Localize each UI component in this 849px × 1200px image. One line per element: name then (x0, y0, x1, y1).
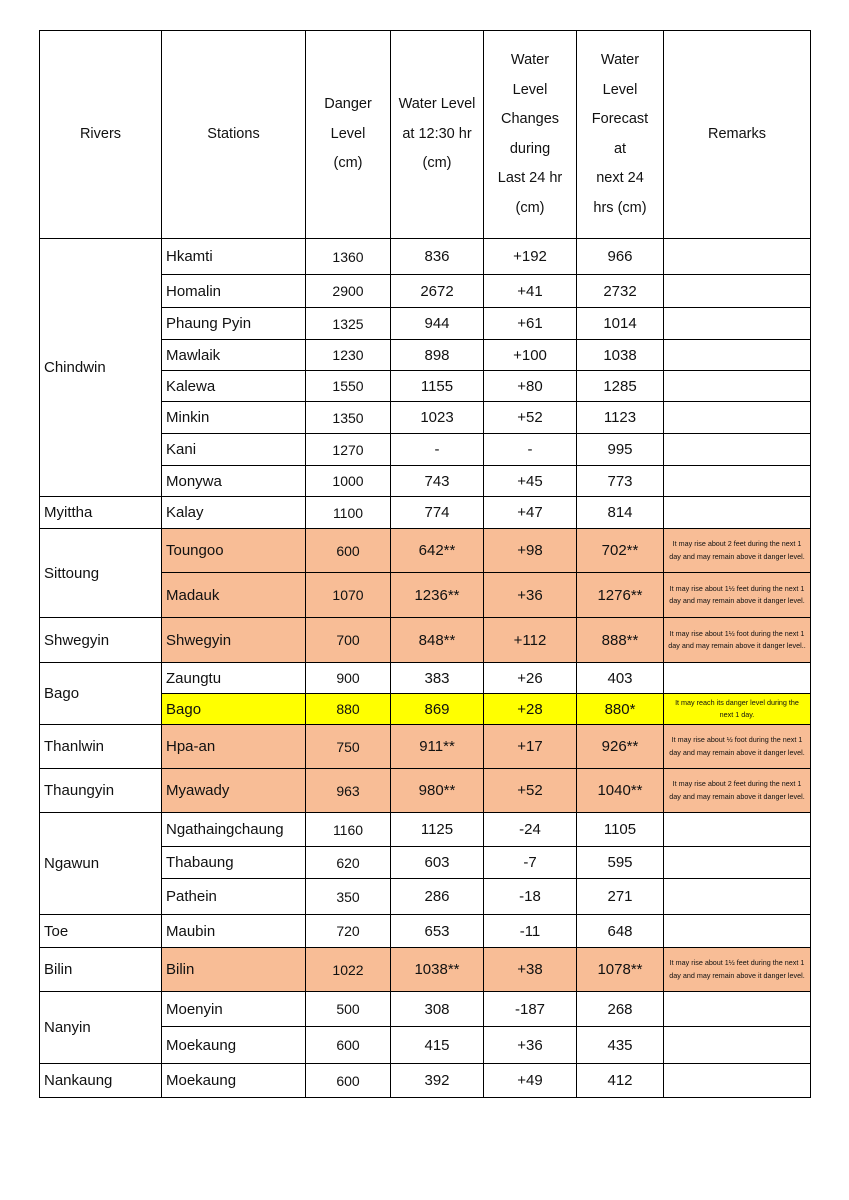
change-cell: +26 (484, 663, 577, 694)
changes-header-line: (cm) (515, 199, 545, 216)
change-cell: +41 (484, 275, 577, 308)
remark-cell (664, 434, 811, 466)
changes-header-line: Last 24 hr (497, 170, 563, 186)
table-row (40, 813, 811, 847)
water-level-cell: 653 (391, 915, 484, 948)
station-cell: Kalay (162, 497, 306, 529)
station-cell: Thabaung (162, 847, 306, 879)
danger-level-cell: 700 (306, 618, 391, 663)
danger-level-cell: 963 (306, 769, 391, 813)
change-cell: +112 (484, 618, 577, 663)
table-row (40, 769, 811, 813)
remark-cell (664, 847, 811, 879)
remarks-header: Remarks (664, 31, 811, 239)
table-row (40, 948, 811, 992)
water-level-header-line: Water Level (398, 96, 476, 113)
forecast-cell: 1038 (577, 340, 664, 371)
change-cell: +36 (484, 573, 577, 618)
forecast-header-line: at (613, 140, 627, 157)
change-cell: +80 (484, 371, 577, 402)
water-level-cell: 415 (391, 1027, 484, 1064)
water-level-cell: 898 (391, 340, 484, 371)
change-cell: -7 (484, 847, 577, 879)
forecast-cell: 271 (577, 879, 664, 915)
forecast-cell: 773 (577, 466, 664, 497)
water-level-cell: 869 (391, 694, 484, 725)
danger-level-cell: 750 (306, 725, 391, 769)
water-level-cell: 603 (391, 847, 484, 879)
danger-level-cell: 1070 (306, 573, 391, 618)
forecast-cell: 435 (577, 1027, 664, 1064)
river-cell: Bilin (40, 948, 162, 992)
changes-header (484, 31, 577, 239)
table-row (40, 618, 811, 663)
danger-header-line: Danger (324, 96, 372, 113)
danger-level-cell: 900 (306, 663, 391, 694)
forecast-header-line: Water (600, 52, 640, 68)
river-cell: Thaungyin (40, 769, 162, 813)
remark-cell: It may reach its danger level during the next 1 day. (664, 694, 811, 725)
station-cell: Minkin (162, 402, 306, 434)
change-cell: +49 (484, 1064, 577, 1098)
forecast-cell: 1078** (577, 948, 664, 992)
forecast-cell: 966 (577, 239, 664, 275)
water-level-cell: 308 (391, 992, 484, 1027)
water-level-cell: 286 (391, 879, 484, 915)
rivers-header: Rivers (40, 31, 162, 239)
remark-cell: It may rise about 2 feet during the next 1 day and may remain above it danger level. (664, 529, 811, 573)
forecast-cell: 888** (577, 618, 664, 663)
header-row (40, 31, 811, 239)
change-cell: -18 (484, 879, 577, 915)
station-cell: Kalewa (162, 371, 306, 402)
remark-cell (664, 915, 811, 948)
change-cell: +192 (484, 239, 577, 275)
water-level-cell: 911** (391, 725, 484, 769)
station-cell: Ngathaingchaung (162, 813, 306, 847)
river-cell: Nankaung (40, 1064, 162, 1098)
table-row (40, 663, 811, 694)
table-row (40, 992, 811, 1027)
forecast-cell: 702** (577, 529, 664, 573)
danger-level-cell: 600 (306, 1027, 391, 1064)
remark-cell (664, 813, 811, 847)
danger-level-cell: 1350 (306, 402, 391, 434)
water-level-cell: 980** (391, 769, 484, 813)
forecast-cell: 2732 (577, 275, 664, 308)
remark-cell (664, 239, 811, 275)
change-cell: +45 (484, 466, 577, 497)
remark-cell: It may rise about ½ foot during the next 1 day and may remain above it danger level. (664, 725, 811, 769)
water-level-header-line: at 12:30 hr (402, 125, 472, 142)
table-row (40, 239, 811, 275)
danger-header-line: (cm) (333, 155, 363, 172)
forecast-cell: 1105 (577, 813, 664, 847)
danger-level-cell: 1230 (306, 340, 391, 371)
change-cell: - (484, 434, 577, 466)
station-cell: Madauk (162, 573, 306, 618)
river-cell: Myittha (40, 497, 162, 529)
water-level-cell: 944 (391, 308, 484, 340)
station-cell: Mawlaik (162, 340, 306, 371)
remark-cell (664, 340, 811, 371)
change-cell: +28 (484, 694, 577, 725)
forecast-cell: 268 (577, 992, 664, 1027)
station-cell: Moekaung (162, 1027, 306, 1064)
danger-level-cell: 1270 (306, 434, 391, 466)
changes-header-line: Changes (500, 111, 560, 127)
forecast-cell: 814 (577, 497, 664, 529)
water-level-cell: 392 (391, 1064, 484, 1098)
water-level-cell: 1038** (391, 948, 484, 992)
change-cell: +52 (484, 402, 577, 434)
remark-cell (664, 879, 811, 915)
water-level-cell: 774 (391, 497, 484, 529)
river-cell: Sittoung (40, 529, 162, 618)
station-cell: Zaungtu (162, 663, 306, 694)
forecast-cell: 1123 (577, 402, 664, 434)
danger-level-cell: 1022 (306, 948, 391, 992)
station-cell: Monywa (162, 466, 306, 497)
remark-cell: It may rise about 2 feet during the next 1 day and may remain above it danger level. (664, 769, 811, 813)
river-cell: Shwegyin (40, 618, 162, 663)
water-level-cell: 836 (391, 239, 484, 275)
water-level-header-line: (cm) (422, 155, 452, 172)
change-cell: +100 (484, 340, 577, 371)
changes-header-line: Water (510, 52, 550, 68)
table-row (40, 1064, 811, 1098)
forecast-header (577, 31, 664, 239)
station-cell: Bilin (162, 948, 306, 992)
river-cell: Toe (40, 915, 162, 948)
change-cell: +47 (484, 497, 577, 529)
station-cell: Phaung Pyin (162, 308, 306, 340)
water-level-cell: - (391, 434, 484, 466)
river-cell: Thanlwin (40, 725, 162, 769)
remark-cell (664, 663, 811, 694)
station-cell: Bago (162, 694, 306, 725)
forecast-cell: 595 (577, 847, 664, 879)
danger-level-cell: 1000 (306, 466, 391, 497)
remark-cell (664, 1064, 811, 1098)
changes-header-line: Level (512, 81, 548, 98)
remark-cell (664, 402, 811, 434)
forecast-header-line: Level (602, 81, 638, 98)
change-cell: -11 (484, 915, 577, 948)
forecast-header-line: hrs (cm) (593, 199, 647, 216)
station-cell: Kani (162, 434, 306, 466)
danger-level-cell: 600 (306, 1064, 391, 1098)
change-cell: +38 (484, 948, 577, 992)
forecast-cell: 412 (577, 1064, 664, 1098)
remark-cell: It may rise about 1½ foot during the next 1 day and may remain above it danger level.. (664, 618, 811, 663)
water-level-cell: 2672 (391, 275, 484, 308)
danger-level-cell: 1100 (306, 497, 391, 529)
stations-header: Stations (162, 31, 306, 239)
remark-cell: It may rise about 1½ feet during the next 1 day and may remain above it danger level. (664, 573, 811, 618)
change-cell: +61 (484, 308, 577, 340)
river-cell: Nanyin (40, 992, 162, 1064)
remark-cell (664, 275, 811, 308)
remark-cell (664, 466, 811, 497)
water-level-cell: 1023 (391, 402, 484, 434)
forecast-cell: 1276** (577, 573, 664, 618)
remark-cell: It may rise about 1½ feet during the next 1 day and may remain above it danger level. (664, 948, 811, 992)
table-body (40, 239, 811, 1098)
station-cell: Myawady (162, 769, 306, 813)
water-level-cell: 1236** (391, 573, 484, 618)
station-cell: Hpa-an (162, 725, 306, 769)
danger-level-cell: 1325 (306, 308, 391, 340)
danger-level-cell: 620 (306, 847, 391, 879)
water-level-cell: 1125 (391, 813, 484, 847)
change-cell: -24 (484, 813, 577, 847)
forecast-cell: 1040** (577, 769, 664, 813)
water-level-cell: 642** (391, 529, 484, 573)
danger-level-cell: 1550 (306, 371, 391, 402)
station-cell: Hkamti (162, 239, 306, 275)
station-cell: Maubin (162, 915, 306, 948)
danger-level-cell: 720 (306, 915, 391, 948)
table-row (40, 725, 811, 769)
station-cell: Moekaung (162, 1064, 306, 1098)
station-cell: Toungoo (162, 529, 306, 573)
danger-level-cell: 2900 (306, 275, 391, 308)
remark-cell (664, 1027, 811, 1064)
danger-header-line: Level (330, 125, 366, 142)
danger-level-cell: 350 (306, 879, 391, 915)
forecast-cell: 403 (577, 663, 664, 694)
danger-level-header (306, 31, 391, 239)
river-cell: Ngawun (40, 813, 162, 915)
forecast-cell: 995 (577, 434, 664, 466)
station-cell: Shwegyin (162, 618, 306, 663)
change-cell: +36 (484, 1027, 577, 1064)
forecast-header-line: Forecast (591, 111, 649, 127)
water-level-table (39, 30, 811, 1098)
water-level-cell: 743 (391, 466, 484, 497)
danger-level-cell: 1160 (306, 813, 391, 847)
water-level-cell: 383 (391, 663, 484, 694)
changes-header-line: during (509, 140, 551, 157)
station-cell: Moenyin (162, 992, 306, 1027)
forecast-cell: 648 (577, 915, 664, 948)
forecast-cell: 926** (577, 725, 664, 769)
river-cell: Chindwin (40, 239, 162, 497)
remark-cell (664, 308, 811, 340)
change-cell: -187 (484, 992, 577, 1027)
water-level-header (391, 31, 484, 239)
forecast-cell: 1014 (577, 308, 664, 340)
table-row (40, 497, 811, 529)
danger-level-cell: 1360 (306, 239, 391, 275)
water-level-cell: 1155 (391, 371, 484, 402)
water-level-cell: 848** (391, 618, 484, 663)
river-cell: Bago (40, 663, 162, 725)
danger-level-cell: 880 (306, 694, 391, 725)
station-cell: Homalin (162, 275, 306, 308)
forecast-cell: 880* (577, 694, 664, 725)
forecast-cell: 1285 (577, 371, 664, 402)
remark-cell (664, 371, 811, 402)
remark-cell (664, 497, 811, 529)
change-cell: +98 (484, 529, 577, 573)
danger-level-cell: 600 (306, 529, 391, 573)
remark-cell (664, 992, 811, 1027)
change-cell: +17 (484, 725, 577, 769)
forecast-header-line: next 24 (596, 170, 644, 186)
change-cell: +52 (484, 769, 577, 813)
table-row (40, 529, 811, 573)
table-row (40, 915, 811, 948)
danger-level-cell: 500 (306, 992, 391, 1027)
station-cell: Pathein (162, 879, 306, 915)
